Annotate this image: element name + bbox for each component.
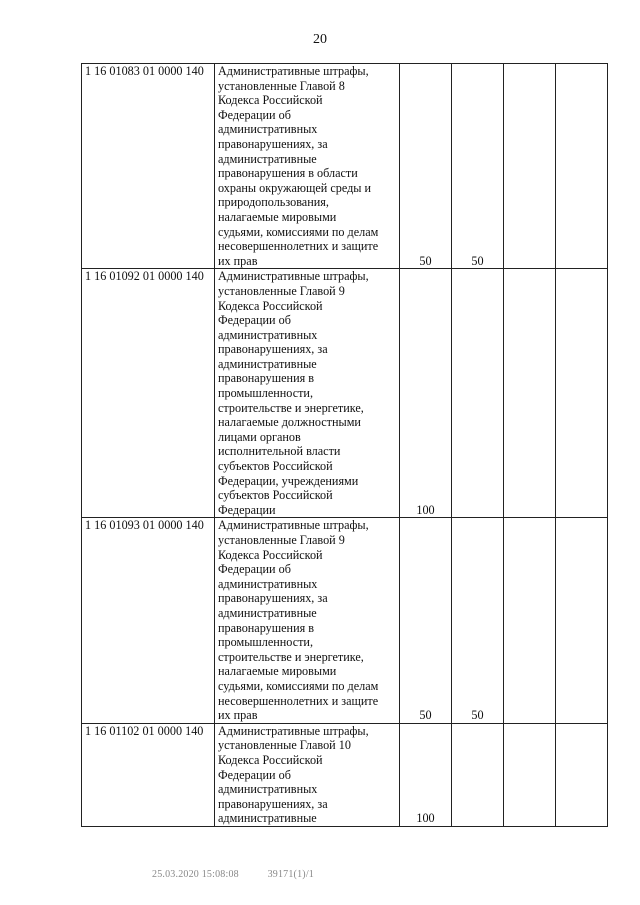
description-line: несовершеннолетних и защите xyxy=(218,239,379,254)
description-line: налагаемые должностными xyxy=(218,415,361,430)
description-cell xyxy=(215,723,400,826)
amount-cell-col4 xyxy=(556,723,608,826)
table-row xyxy=(82,518,608,723)
description-line: административные xyxy=(218,356,317,371)
description-line: Административные штрафы, xyxy=(218,269,369,284)
description-line: налагаемые мировыми xyxy=(218,209,337,224)
page-footer xyxy=(152,869,340,880)
description-line: охраны окружающей среды и xyxy=(218,180,372,195)
description-line: субъектов Российской xyxy=(218,459,333,474)
description-line: Кодекса Российской xyxy=(218,752,323,767)
amount-cell-col3 xyxy=(504,269,556,518)
description-line: Кодекса Российской xyxy=(218,93,323,108)
description-line: административные xyxy=(218,605,317,620)
description-line: установленные Главой 9 xyxy=(218,533,345,547)
description-line: лицами органов xyxy=(218,429,301,444)
amount-cell-col4 xyxy=(556,518,608,723)
amount-cell-col3 xyxy=(504,64,556,269)
amount-cell-col1: 50 xyxy=(400,64,452,269)
footer-timestamp: 25.03.2020 15:08:08 xyxy=(152,869,239,880)
amount-cell-col2: 50 xyxy=(452,518,504,723)
description-line: Федерации об xyxy=(218,562,291,577)
amount-cell-col2 xyxy=(452,723,504,826)
description-line: Административные штрафы, xyxy=(218,64,369,78)
description-line: Административные штрафы, xyxy=(218,723,369,738)
amount-cell-col1: 100 xyxy=(400,723,452,826)
description-line: Административные штрафы, xyxy=(218,518,369,533)
description-line: административные xyxy=(218,151,317,166)
description-line: установленные Главой 8 xyxy=(218,78,345,93)
table-row xyxy=(82,269,608,518)
description-line: административных xyxy=(218,122,318,137)
description-line: правонарушениях, за xyxy=(218,136,328,151)
amount-cell-col3 xyxy=(504,723,556,826)
budget-code-cell: 1 16 01093 01 0000 140 xyxy=(82,518,215,723)
table-body xyxy=(82,64,608,827)
budget-revenue-table xyxy=(81,63,608,827)
page-number: 20 xyxy=(313,32,327,47)
description-line: промышленности, xyxy=(218,386,314,401)
description-cell xyxy=(215,64,400,269)
description-line: правонарушения в xyxy=(218,371,314,386)
description-line: судьями, комиссиями по делам xyxy=(218,678,379,693)
description-line: Федерации об xyxy=(218,107,291,122)
footer-doc-id: 39171(1)/1 xyxy=(267,869,315,880)
table-row xyxy=(82,723,608,826)
description-line: установленные Главой 10 xyxy=(218,738,351,753)
amount-cell-col1: 50 xyxy=(400,518,452,723)
description-line: строительстве и энергетике, xyxy=(218,400,364,415)
description-line: правонарушениях, за xyxy=(218,591,328,606)
budget-code-cell: 1 16 01083 01 0000 140 xyxy=(82,64,215,269)
description-line: их прав xyxy=(218,253,258,268)
description-line: установленные Главой 9 xyxy=(218,283,345,298)
description-line: Федерации об xyxy=(218,313,291,328)
description-line: административные xyxy=(218,811,317,826)
description-line: Кодекса Российской xyxy=(218,298,323,313)
description-line: правонарушениях, за xyxy=(218,342,328,357)
description-line: природопользования, xyxy=(218,195,329,210)
description-line: Федерации, учреждениями xyxy=(218,473,359,488)
amount-cell-col1: 100 xyxy=(400,269,452,518)
description-line: промышленности, xyxy=(218,635,314,650)
description-line: исполнительной власти xyxy=(218,444,341,459)
description-line: Федерации xyxy=(218,502,276,517)
amount-cell-col4 xyxy=(556,64,608,269)
budget-code-cell: 1 16 01102 01 0000 140 xyxy=(82,723,215,826)
description-line: административных xyxy=(218,327,318,342)
amount-cell-col2: 50 xyxy=(452,64,504,269)
amount-cell-col4 xyxy=(556,269,608,518)
description-line: Федерации об xyxy=(218,767,291,782)
description-line: правонарушениях, за xyxy=(218,796,328,811)
description-line: их прав xyxy=(218,708,258,723)
description-line: строительстве и энергетике, xyxy=(218,649,364,664)
table-row xyxy=(82,64,608,269)
description-line: административных xyxy=(218,782,318,797)
description-line: административных xyxy=(218,576,318,591)
description-line: субъектов Российской xyxy=(218,488,333,503)
description-line: судьями, комиссиями по делам xyxy=(218,224,379,239)
description-line: несовершеннолетних и защите xyxy=(218,693,379,708)
description-cell xyxy=(215,518,400,723)
amount-cell-col3 xyxy=(504,518,556,723)
description-line: Кодекса Российской xyxy=(218,547,323,562)
description-line: правонарушения в области xyxy=(218,166,358,181)
description-line: правонарушения в xyxy=(218,620,314,635)
budget-code-cell: 1 16 01092 01 0000 140 xyxy=(82,269,215,518)
amount-cell-col2 xyxy=(452,269,504,518)
description-cell xyxy=(215,269,400,518)
description-line: налагаемые мировыми xyxy=(218,664,337,679)
